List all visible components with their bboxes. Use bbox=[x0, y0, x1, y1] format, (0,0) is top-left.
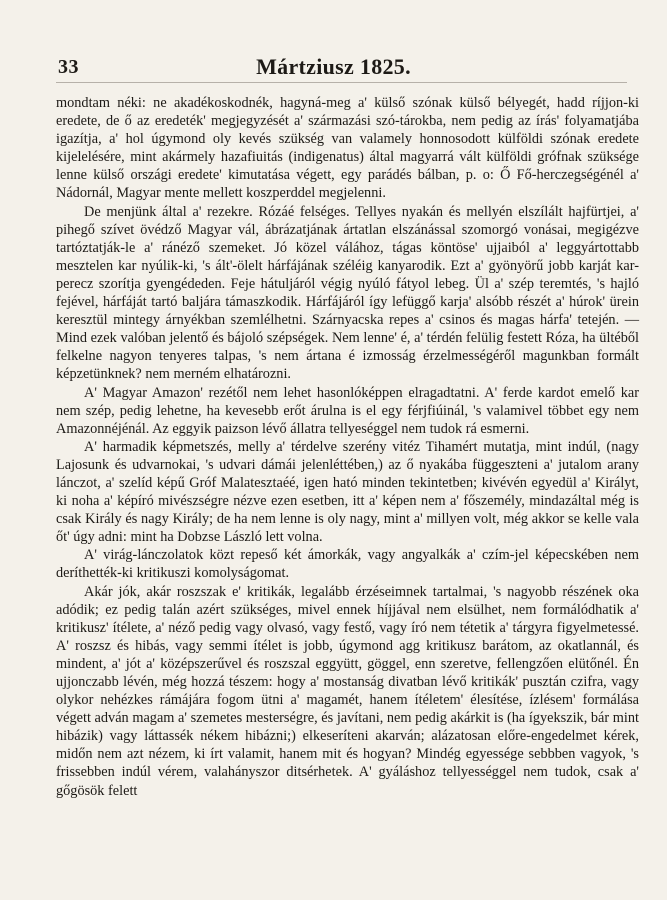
page-number: 33 bbox=[58, 56, 79, 78]
running-title: Mártziusz 1825. bbox=[256, 54, 411, 79]
paragraph-2: De menjünk által a' rezekre. Rózáé felséges. Tellyes nyakán és mellyén elszílált hajfürtjei, a' pihegő szívet övédző Magyar vál, ábrázatjának ártatlan elszánással szomorgó vonásai, megigézve tartóztatják-le a' ránéző szemeket. Jó közel válához, tágas köntöse' ujjaiból a' leggyártottabb mesztelen kar nyúlik-ki, 's ált'-ölelt hárfájának széléig kanyarodik. Ezt a' gyönyörű jobb karját kar-perecz szorítja gyengédeden. Feje hátuljáról végig nyúló fátyol lebeg. Ül a' szép teremtés, 's hajló fejével, hárfáját tartó baljára támaszkodik. Hárfájáról így lefüggő karja' alsóbb részét a' húrok' ürein keresztül mintegy árnyékban szemlélhetni. Szárnyacska repes a' csinos és magas hárfa' tetején. — Mind ezek valóban jelentő és bájoló szépségek. Nem lenne' é, a' térdén felülig festett Róza, ha ültéből felkelne nagyon tenyeres talpas, 's nem ártana é izmosság érzelmességéről magunkban formált képzetünknek? nem merném elhatározni. bbox=[56, 203, 639, 383]
paragraph-3: A' Magyar Amazon' rezétől nem lehet hasonlóképpen elragadtatni. A' ferde kardot emelő kar nem szép, pedig lehetne, ha kevesebb erőt árulna is el egy férjfiúinál, 's valamivel többet egy nem Amazonnéjénál. Az eggyik paizson lévő állatra tellyeséggel nem tudok rá esmerni. bbox=[56, 384, 639, 437]
header-rule bbox=[56, 82, 627, 83]
page-header bbox=[0, 48, 667, 82]
paragraph-4: A' harmadik képmetszés, melly a' térdelve szerény vitéz Tihamért mutatja, mint indúl, (nagy Lajosunk és udvarnokai, 's udvari dámái jelenléttében,) az ő nyakába függeszteni a' jutalom arany lánczot, a' szelíd képű Gróf Malatesztaéé, igen ható minden tekintetben; kivévén egyedül a' Királyt, ki noha a' képíró mivészségre nézve ezen esetben, itt a' képen nem a' főszemély, mindazáltal még is csak Király és nagy Király; de ha nem lenne is oly nagy, mint a' millyen volt, még akkor se kelle vala őt' úgy adni: mint ha Dobzse László lett volna. bbox=[56, 438, 639, 546]
paragraph-5: A' virág-lánczolatok közt repeső két ámorkák, vagy angyalkák a' czím-jel képecskében nem deríthették-ki kritikuszi komolyságomat. bbox=[56, 547, 639, 582]
paragraph-1: mondtam néki: ne akadékoskodnék, hagyná-meg a' külső szónak külső bélyegét, hadd ríjjon-ki eredete, de ő az eredeték' megjegyzését a' származási szó-tárokba, nem pedig az írás' folyamatjába igazítja, a' hol úgymond oly kevés szükség van valamely honnosodott külföldi szónak eredete kijelelésére, mint akármely hazafiuitás (indigenatus) által magyarrá vált külföldi grófnak szüksége lenne külső országi eredete' kimutatása végett, egy parádés bálban, p. o: Ő Fő-herczegségénél a' Nádornál, Magyar mente mellett koszperddel megjelenni. bbox=[56, 95, 639, 202]
paragraph-6: Akár jók, akár roszszak e' kritikák, legalább érzéseimnek tartalmai, 's nagyobb részének oka adódik; ez pedig talán azért szükséges, mivel ennek híjjával nem elsülhet, nem formálódhatik a' kritikusz' ítélete, a' néző pedig vagy olvasó, vagy festő, vagy író nem tétetik a' tárgyra figyelmetessé. A' roszsz és hibás, vagy semmi ítélet is jobb, úgymond agg kritikusz barátom, az okatlannál, és mindent, a' jót a' középszerűvel és roszszal eggyütt, göggel, enn szeretve, fellengzően elütőnél. Én ujjonczabb lévén, még hozzá tészem: hogy a' mostanság divatban lévő kritikák' pusztán czifra, vagy olykor nehézkes rámájára fogom ütni a' magamét, hanem ítéletem' élesítése, ízlésem' formálása végett adván magam a' szemetes mesterségre, és javítani, nem pedig akárkit is (ha ígyekszik, bár mint hibázik) vagy láttassék nékem hibázni;) elkeseríteni akarván; alázatosan előre-engedelmet kérek, midőn nem azt nézem, ki írt valamit, hanem mit és hogyan? Mindég egyessége sebbben vagyok, 's frissebben indúl vérem, valahányszor ditsérhetek. A' gyáláshoz tellyességgel nem tudok, csak a' gőgösök felett bbox=[56, 583, 639, 799]
body-text bbox=[56, 94, 639, 800]
